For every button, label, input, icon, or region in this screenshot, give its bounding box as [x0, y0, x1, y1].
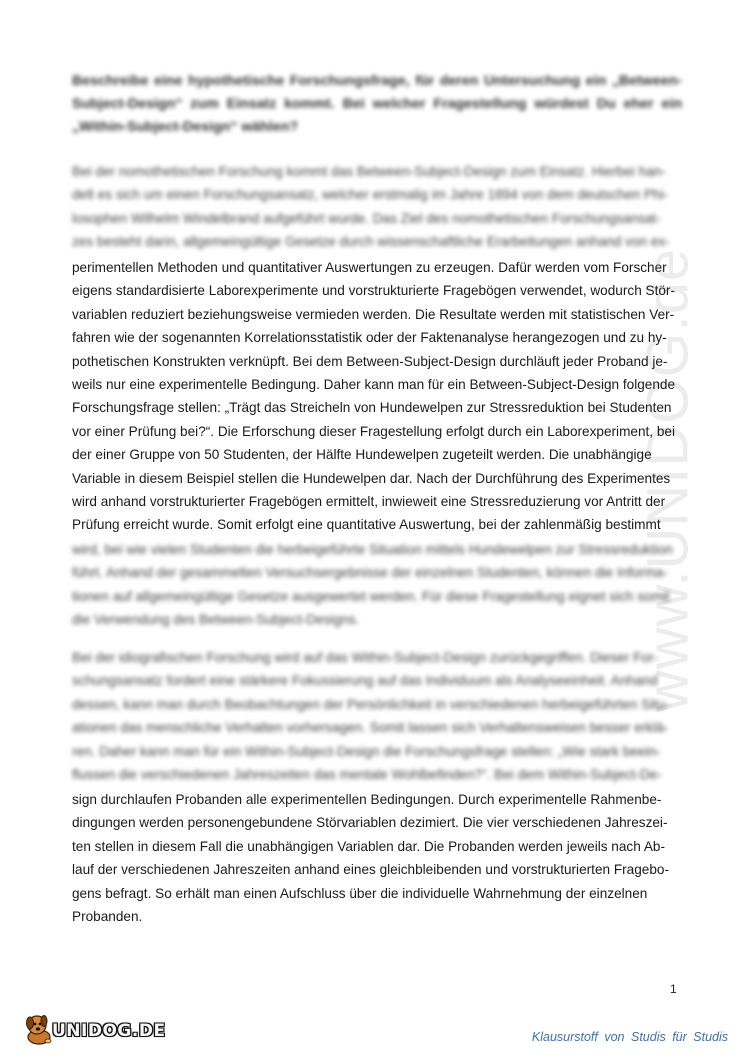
text-line: tionen auf allgemeingültige Gesetze ausgewertet werden. Für diese Fragestellung eignet sich somit: [72, 588, 670, 604]
text-line: dingungen werden personengebundene Störvariablen dezimiert. Die vier verschiedenen Jahreszei-: [72, 815, 668, 831]
text-line: variablen reduziert beziehungsweise vermieden werden. Die Resultate werden mit statistischen Ver-: [72, 306, 675, 322]
text-line: ten stellen in diesem Fall die unabhängigen Variablen dar. Die Probanden werden jeweils nach Ab-: [72, 838, 665, 854]
text-line: schungsansatz fordert eine stärkere Fokussierung auf das Individuum als Analyseeinheit. Anhand: [72, 673, 658, 689]
text-line: Bei der idiografischen Forschung wird auf das Within-Subject-Design zurückgegriffen. Dieser For-: [72, 650, 659, 665]
text-line: delt es sich um einen Forschungsansatz, welcher erstmalig im Jahre 1894 von dem deutschen Phi-: [72, 187, 669, 203]
logo-text: UNIDOG.DE: [52, 1021, 166, 1041]
text-line: gens befragt. So erhält man einen Aufschluss über die individuelle Wahrnehmung der einzelnen: [72, 885, 648, 901]
watermark: www.UNIDOG.de: [635, 247, 701, 713]
text-line: der einer Gruppe von 50 Studenten, der Hälfte Hundewelpen zugeteilt werden. Die unabhängige: [72, 447, 652, 463]
page-number: 1: [670, 982, 677, 996]
text-line: flussen die verschiedenen Jahreszeiten das mentale Wohlbefinden?“. Bei dem Within-Subject-De-: [72, 767, 662, 783]
paragraph-1-blurred-bottom: [72, 538, 682, 632]
text-line: weils nur eine experimentelle Bedingung. Daher kann man für ein Between-Subject-Design folgende: [72, 377, 676, 393]
text-line: Forschungsfrage stellen: „Trägt das Streicheln von Hundewelpen zur Stressreduktion bei Studenten: [72, 400, 672, 416]
text-line: ationen das menschliche Verhalten vorhersagen. Somit lassen sich Verhaltensweisen besser erklä-: [72, 720, 669, 736]
paragraph-1-blurred-top: [72, 160, 682, 254]
paragraph-2-blurred: [72, 646, 682, 786]
text-line: ren. Daher kann man für ein Within-Subject-Design die Forschungsfrage stellen: „Wie stark beein-: [72, 743, 661, 759]
footer-tagline: Klausurstoff von Studis für Studis: [531, 1030, 728, 1044]
text-line: pothetischen Konstrukten verknüpft. Bei dem Between-Subject-Design durchläuft jeder Proband je-: [72, 353, 668, 369]
text-line: wird, bei wie vielen Studenten die herbeigeführte Situation mittels Hundewelpen zur Stressreduktion: [72, 542, 673, 557]
text-line: sign durchlaufen Probanden alle experimentellen Bedingungen. Durch experimentelle Rahmenbe-: [72, 792, 662, 807]
text-line: führt. Anhand der gesammelten Versuchsergebnisse der einzelnen Studenten, können die Informa-: [72, 565, 668, 581]
paragraph-2-visible: [72, 788, 682, 928]
text-line: wird anhand vorstrukturierter Fragebögen ermittelt, inwieweit eine Stressreduzierung vor Antritt der: [72, 494, 666, 510]
text-line: zes besteht darin, allgemeingültige Gesetze durch wissenschaftliche Erarbeitungen anhand von ex-: [72, 234, 670, 250]
unidog-logo[interactable]: [22, 1010, 166, 1046]
text-line: fahren wie der sogenannten Korrelationsstatistik oder der Faktenanalyse herangezogen und zu hy-: [72, 330, 667, 346]
text-line: vor einer Prüfung bei?“. Die Erforschung dieser Fragestellung erfolgt durch ein Laborexperiment, bei: [72, 423, 675, 439]
paragraph-1-visible: [72, 256, 682, 537]
text-line: Prüfung erreicht wurde. Somit erfolgt eine quantitative Auswertung, bei der zahlenmäßig bestimmt: [72, 517, 661, 533]
text-line: lauf der verschiedenen Jahreszeiten anhand eines gleichbleibenden und vorstrukturierten Fragebo-: [72, 862, 669, 878]
text-line: dessen, kann man durch Beobachtungen der Persönlichkeit in verschiedenen herbeigeführten Situ-: [72, 696, 669, 712]
text-line: Probanden.: [72, 909, 143, 925]
dog-mascot-icon: [22, 1010, 56, 1046]
text-line: losophen Wilhelm Windelbrand aufgeführt wurde. Das Ziel des nomothetischen Forschungsansat-: [72, 210, 661, 226]
text-line: perimentellen Methoden und quantitativer Auswertungen zu erzeugen. Dafür werden vom Forscher: [72, 260, 667, 275]
text-line: eigens standardisierte Laborexperimente und vorstrukturierte Fragebögen verwendet, wodurch Stör-: [72, 283, 675, 299]
text-line: Variable in diesem Beispiel stellen die Hundewelpen dar. Nach der Durchführung des Experimentes: [72, 470, 671, 486]
text-line: die Verwendung des Between-Subject-Designs.: [72, 612, 360, 628]
question-heading: Beschreibe eine hypothetische Forschungsfrage, für deren Untersuchung ein „Between-Subject-Design“ zum Einsatz kommt. Bei welcher Fragestellung würdest Du eher ein „Within-Subject-Design“ wählen?: [72, 73, 682, 135]
text-line: Bei der nomothetischen Forschung kommt das Between-Subject-Design zum Einsatz. Hierbei han-: [72, 164, 666, 179]
